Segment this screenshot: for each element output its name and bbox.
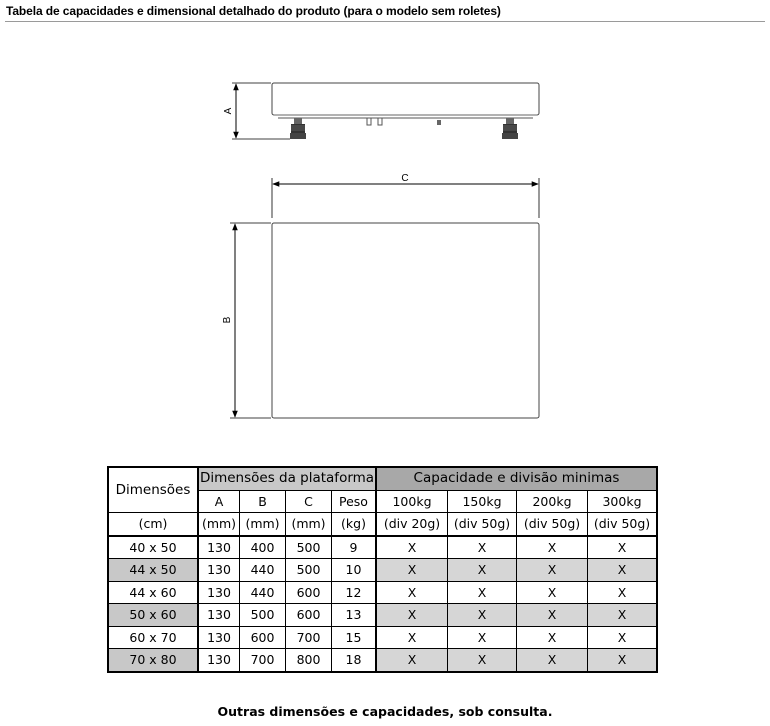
cell-cap-150kg: X (448, 581, 517, 604)
col-200kg-division: (div 50g) (517, 513, 588, 536)
cell-b: 700 (240, 649, 286, 672)
table-row (108, 536, 657, 559)
top-view (222, 173, 539, 418)
col-b-header: B (240, 490, 286, 513)
dimension-label-b: B (222, 316, 233, 324)
cell-cap-100kg: X (376, 536, 448, 559)
cell-a: 130 (198, 626, 240, 649)
cell-cap-100kg: X (376, 581, 448, 604)
cell-cap-300kg: X (588, 581, 658, 604)
col-300kg-header: 300kg (588, 490, 658, 513)
table-row (108, 649, 657, 672)
platform-group-header: Dimensões da plataforma (198, 467, 376, 490)
capacity-group-header: Capacidade e divisão minimas (376, 467, 657, 490)
cell-cap-150kg: X (448, 626, 517, 649)
cell-cap-150kg: X (448, 559, 517, 582)
dimensions-header: Dimensões (108, 467, 198, 513)
col-a-header: A (198, 490, 240, 513)
capacity-table (107, 466, 658, 673)
cell-cap-100kg: X (376, 604, 448, 627)
table-row (108, 626, 657, 649)
cell-a: 130 (198, 559, 240, 582)
cell-cap-300kg: X (588, 626, 658, 649)
cell-peso: 18 (332, 649, 377, 672)
row-dimension: 44 x 50 (108, 559, 198, 582)
cell-a: 130 (198, 649, 240, 672)
top-view-platform (272, 223, 539, 418)
col-c-unit: (mm) (286, 513, 332, 536)
col-100kg-division: (div 20g) (376, 513, 448, 536)
col-150kg-header: 150kg (448, 490, 517, 513)
col-200kg-header: 200kg (517, 490, 588, 513)
cell-b: 440 (240, 581, 286, 604)
dimensions-unit: (cm) (108, 513, 198, 536)
cell-cap-200kg: X (517, 626, 588, 649)
dimension-label-c: C (401, 173, 409, 184)
cell-cap-200kg: X (517, 536, 588, 559)
col-c-header: C (286, 490, 332, 513)
page-title: Tabela de capacidades e dimensional detalhado do produto (para o modelo sem roletes) (6, 4, 501, 18)
cell-cap-300kg: X (588, 536, 658, 559)
table-row (108, 559, 657, 582)
col-150kg-division: (div 50g) (448, 513, 517, 536)
cell-peso: 13 (332, 604, 377, 627)
table-header-row (108, 467, 657, 490)
cell-cap-150kg: X (448, 649, 517, 672)
side-view (223, 83, 539, 139)
cell-peso: 15 (332, 626, 377, 649)
table-row (108, 604, 657, 627)
footer-note: Outras dimensões e capacidades, sob consulta. (217, 704, 553, 719)
cell-cap-300kg: X (588, 604, 658, 627)
col-peso-unit: (kg) (332, 513, 377, 536)
cell-b: 500 (240, 604, 286, 627)
table-row (108, 581, 657, 604)
cell-cap-200kg: X (517, 649, 588, 672)
cell-c: 600 (286, 581, 332, 604)
col-300kg-division: (div 50g) (588, 513, 658, 536)
row-dimension: 44 x 60 (108, 581, 198, 604)
col-100kg-header: 100kg (376, 490, 448, 513)
cell-b: 440 (240, 559, 286, 582)
right-foot-icon (502, 118, 518, 139)
col-b-unit: (mm) (240, 513, 286, 536)
cell-cap-100kg: X (376, 559, 448, 582)
cell-cap-300kg: X (588, 559, 658, 582)
row-dimension: 70 x 80 (108, 649, 198, 672)
cell-cap-200kg: X (517, 604, 588, 627)
cell-cap-200kg: X (517, 559, 588, 582)
cell-peso: 12 (332, 581, 377, 604)
cell-cap-100kg: X (376, 649, 448, 672)
cell-cap-150kg: X (448, 604, 517, 627)
row-dimension: 50 x 60 (108, 604, 198, 627)
cell-cap-150kg: X (448, 536, 517, 559)
cell-b: 600 (240, 626, 286, 649)
cell-peso: 9 (332, 536, 377, 559)
row-dimension: 60 x 70 (108, 626, 198, 649)
cell-a: 130 (198, 604, 240, 627)
cell-a: 130 (198, 581, 240, 604)
left-foot-icon (290, 118, 306, 139)
cell-cap-300kg: X (588, 649, 658, 672)
dimension-label-a: A (223, 107, 234, 115)
cell-b: 400 (240, 536, 286, 559)
cell-peso: 10 (332, 559, 377, 582)
cell-c: 500 (286, 559, 332, 582)
cell-c: 600 (286, 604, 332, 627)
cell-cap-200kg: X (517, 581, 588, 604)
cell-c: 700 (286, 626, 332, 649)
cell-c: 500 (286, 536, 332, 559)
row-dimension: 40 x 50 (108, 536, 198, 559)
table-unit-row (108, 513, 657, 536)
col-peso-header: Peso (332, 490, 377, 513)
col-a-unit: (mm) (198, 513, 240, 536)
cell-cap-100kg: X (376, 626, 448, 649)
cell-c: 800 (286, 649, 332, 672)
cell-a: 130 (198, 536, 240, 559)
side-view-platform (272, 83, 539, 115)
